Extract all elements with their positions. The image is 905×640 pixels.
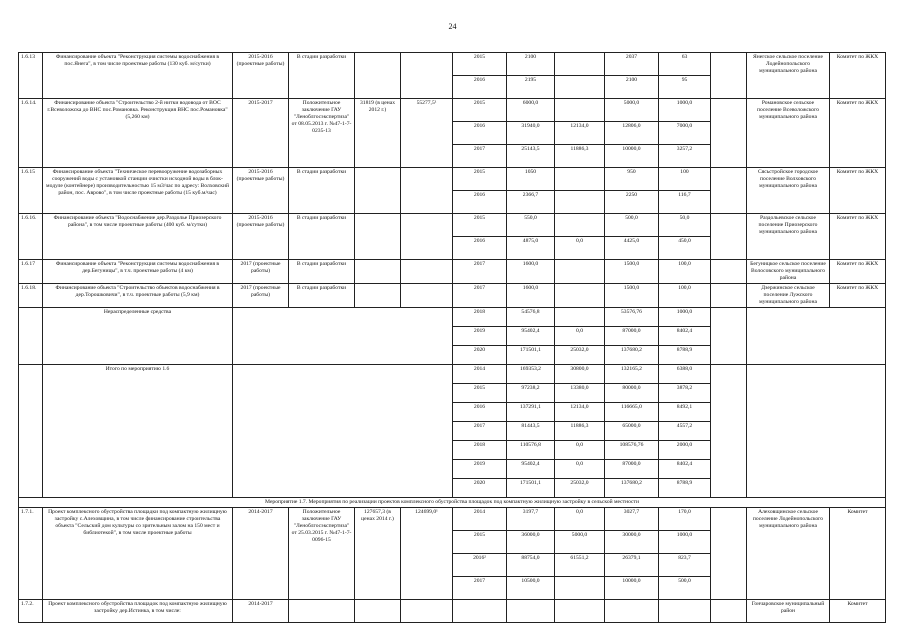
total-cell: 6000,0 bbox=[507, 99, 555, 122]
municipality-cell: Янегское сельское поселение Лодейнопольского муниципального района bbox=[747, 53, 830, 99]
spacer-cell bbox=[711, 364, 747, 497]
federal-cell: 30800,0 bbox=[555, 364, 605, 383]
regional-cell: 30000,0 bbox=[605, 530, 659, 553]
local-cell: 170,0 bbox=[659, 507, 711, 530]
table-row bbox=[19, 53, 886, 76]
period-cell: 2014-2017 bbox=[233, 599, 289, 622]
local-cell: 7000,0 bbox=[659, 122, 711, 145]
federal-cell: 11886,3 bbox=[555, 145, 605, 168]
regional-cell: 950 bbox=[605, 168, 659, 191]
local-cell: 1000,0 bbox=[659, 99, 711, 122]
year-cell: 2016² bbox=[453, 553, 507, 576]
total-cell: 31940,0 bbox=[507, 122, 555, 145]
year-cell: 2017 bbox=[453, 260, 507, 284]
table-row bbox=[19, 307, 886, 326]
local-cell: 4557,2 bbox=[659, 421, 711, 440]
responsible-cell: Комитет по ЖКХ bbox=[830, 168, 886, 214]
responsible-cell: Комитет по ЖКХ bbox=[830, 283, 886, 307]
project-name: Финансирование объекта "Реконструкция системы водоснабжения в дер.Бегуницы", в т.ч. проектные работы (4 км) bbox=[43, 260, 233, 284]
total-cell: 88754,0 bbox=[507, 553, 555, 576]
blank-cell bbox=[233, 307, 453, 364]
local-cell: 100 bbox=[659, 168, 711, 191]
total-cell: 1050 bbox=[507, 168, 555, 191]
regional-cell bbox=[605, 599, 659, 622]
federal-cell bbox=[555, 576, 605, 599]
blank-cell bbox=[747, 307, 886, 364]
period-cell: 2015-2016 (проектные работы) bbox=[233, 53, 289, 99]
federal-cell bbox=[555, 168, 605, 191]
federal-cell: 0,0 bbox=[555, 459, 605, 478]
regional-cell: 108576,76 bbox=[605, 440, 659, 459]
value-cell: 124699,0¹ bbox=[401, 507, 453, 599]
row-number: 1.6.13 bbox=[19, 53, 43, 99]
project-name: Проект комплексного обустройства площадки под компактную жилищную застройку с.Алеховщина, в том числе финансирование строительства объекта "Сельский дом культуры со зрительным залом на 150 мест и библиотекой", в том числе проектные работы bbox=[43, 507, 233, 599]
federal-cell: 12134,0 bbox=[555, 122, 605, 145]
year-cell: 2017 bbox=[453, 145, 507, 168]
row-number bbox=[19, 307, 43, 364]
responsible-cell: Комитет по ЖКХ bbox=[830, 214, 886, 260]
year-cell: 2020 bbox=[453, 478, 507, 497]
capacity-cell bbox=[355, 53, 401, 99]
table-row bbox=[19, 599, 886, 622]
federal-cell bbox=[555, 191, 605, 214]
table-row bbox=[19, 168, 886, 191]
responsible-cell: Комитет bbox=[830, 507, 886, 599]
municipality-cell: Раздольевское сельское поселение Приозерского муниципального района bbox=[747, 214, 830, 260]
total-cell: 171501,1 bbox=[507, 478, 555, 497]
responsible-cell: Комитет по ЖКХ bbox=[830, 53, 886, 99]
value-cell bbox=[401, 214, 453, 260]
year-cell: 2016 bbox=[453, 191, 507, 214]
status-cell: В стадии разработки bbox=[289, 283, 355, 307]
capacity-cell bbox=[355, 214, 401, 260]
total-cell: 54576,8 bbox=[507, 307, 555, 326]
capacity-cell bbox=[355, 168, 401, 214]
year-cell: 2015 bbox=[453, 168, 507, 191]
local-cell: 8492,1 bbox=[659, 402, 711, 421]
federal-cell: 61551,2 bbox=[555, 553, 605, 576]
spacer-cell bbox=[711, 99, 747, 168]
year-cell: 2020 bbox=[453, 345, 507, 364]
responsible-cell: Комитет по ЖКХ bbox=[830, 260, 886, 284]
spacer-cell bbox=[711, 507, 747, 599]
table-row bbox=[19, 99, 886, 122]
capacity-cell bbox=[355, 283, 401, 307]
regional-cell: 3027,7 bbox=[605, 507, 659, 530]
local-cell: 95 bbox=[659, 76, 711, 99]
spacer-cell bbox=[711, 260, 747, 284]
year-cell: 2019 bbox=[453, 459, 507, 478]
local-cell: 8788,9 bbox=[659, 478, 711, 497]
spacer-cell bbox=[711, 53, 747, 99]
total-cell bbox=[507, 599, 555, 622]
row-number: 1.6.14. bbox=[19, 99, 43, 168]
total-cell: 3197,7 bbox=[507, 507, 555, 530]
total-cell: 97238,2 bbox=[507, 383, 555, 402]
total-cell: 10500,0 bbox=[507, 576, 555, 599]
year-cell: 2016 bbox=[453, 402, 507, 421]
federal-cell bbox=[555, 307, 605, 326]
section-title: Мероприятие 1.7. Мероприятия по реализации проектов комплексного обустройства площадок под компактную жилищную застройку в сельской местности bbox=[19, 497, 886, 507]
year-cell: 2017 bbox=[453, 283, 507, 307]
municipality-cell: Сясьстройское городское поселение Волховского муниципального района bbox=[747, 168, 830, 214]
federal-cell: 25032,0 bbox=[555, 478, 605, 497]
regional-cell: 80000,0 bbox=[605, 383, 659, 402]
local-cell: 1000,0 bbox=[659, 530, 711, 553]
project-name: Финансирование объекта "Водоснабжение дер.Раздолье Приозерского района", в том числе проектные работы (400 куб. м/сутки) bbox=[43, 214, 233, 260]
value-cell bbox=[401, 53, 453, 99]
capacity-cell bbox=[355, 260, 401, 284]
regional-cell: 65000,0 bbox=[605, 421, 659, 440]
page-number: 24 bbox=[448, 22, 457, 31]
municipality-cell: Алеховщинское сельское поселение Лодейнопольского муниципального района bbox=[747, 507, 830, 599]
local-cell: 3257,2 bbox=[659, 145, 711, 168]
year-cell: 2019 bbox=[453, 326, 507, 345]
status-cell: В стадии разработки bbox=[289, 53, 355, 99]
period-cell: 2017 (проектные работы) bbox=[233, 283, 289, 307]
status-cell: Положительное заключение ГАУ "Леноблгосэкспертиза" от 08.05.2013 г. №47-1-7-0235-13 bbox=[289, 99, 355, 168]
municipality-cell: Гончаровское муниципальный район bbox=[747, 599, 830, 622]
total-cell: 95402,4 bbox=[507, 326, 555, 345]
federal-cell bbox=[555, 99, 605, 122]
regional-cell: 2100 bbox=[605, 76, 659, 99]
regional-cell: 5000,0 bbox=[605, 99, 659, 122]
year-cell: 2015 bbox=[453, 383, 507, 402]
value-cell bbox=[401, 168, 453, 214]
total-cell: 25143,5 bbox=[507, 145, 555, 168]
year-cell: 2016 bbox=[453, 122, 507, 145]
regional-cell: 4425,0 bbox=[605, 237, 659, 260]
value-cell bbox=[401, 599, 453, 622]
total-cell: 1600,0 bbox=[507, 283, 555, 307]
federal-cell bbox=[555, 283, 605, 307]
regional-cell: 12806,0 bbox=[605, 122, 659, 145]
total-cell: 2366,7 bbox=[507, 191, 555, 214]
local-cell: 8788,9 bbox=[659, 345, 711, 364]
row-number: 1.7.2. bbox=[19, 599, 43, 622]
local-cell: 50,0 bbox=[659, 214, 711, 237]
total-cell: 2100 bbox=[507, 53, 555, 76]
federal-cell bbox=[555, 214, 605, 237]
local-cell: 500,0 bbox=[659, 576, 711, 599]
local-cell: 2000,0 bbox=[659, 440, 711, 459]
project-name: Финансирование объекта "Строительство 2-й нитки водовода от ВОС г.Всеволожска до ВНС пос.Романовка. Реконструкция ВНС пос.Романовка" (5,260 км) bbox=[43, 99, 233, 168]
year-cell: 2014 bbox=[453, 364, 507, 383]
total-cell: 169353,2 bbox=[507, 364, 555, 383]
row-number: 1.6.15 bbox=[19, 168, 43, 214]
year-cell: 2015 bbox=[453, 530, 507, 553]
federal-cell bbox=[555, 53, 605, 76]
period-cell: 2014-2017 bbox=[233, 507, 289, 599]
federal-cell: 0,0 bbox=[555, 440, 605, 459]
federal-cell: 0,0 bbox=[555, 237, 605, 260]
local-cell: 1000,0 bbox=[659, 307, 711, 326]
regional-cell: 53576,76 bbox=[605, 307, 659, 326]
regional-cell: 500,0 bbox=[605, 214, 659, 237]
table-row bbox=[19, 260, 886, 284]
federal-cell bbox=[555, 599, 605, 622]
row-number: 1.6.18. bbox=[19, 283, 43, 307]
regional-cell: 10000,0 bbox=[605, 145, 659, 168]
total-cell: 171501,1 bbox=[507, 345, 555, 364]
row-number: 1.7.1. bbox=[19, 507, 43, 599]
spacer-cell bbox=[711, 307, 747, 364]
blank-cell bbox=[747, 364, 886, 497]
municipality-cell: Романовское сельское поселение Всеволожского муниципального района bbox=[747, 99, 830, 168]
local-cell: 823,7 bbox=[659, 553, 711, 576]
year-cell: 2014 bbox=[453, 507, 507, 530]
row-number: 1.6.16. bbox=[19, 214, 43, 260]
regional-cell: 1500,0 bbox=[605, 283, 659, 307]
value-cell bbox=[401, 283, 453, 307]
year-cell: 2018 bbox=[453, 307, 507, 326]
local-cell: 8402,4 bbox=[659, 459, 711, 478]
total-cell: 550,0 bbox=[507, 214, 555, 237]
regional-cell: 132165,2 bbox=[605, 364, 659, 383]
federal-cell: 12134,0 bbox=[555, 402, 605, 421]
total-label: Итого по мероприятию 1.6 bbox=[43, 364, 233, 497]
project-name: Проект комплексного обустройства площадок под компактную жилищную застройку дер.Истинка, в том числе: bbox=[43, 599, 233, 622]
spacer-cell bbox=[711, 599, 747, 622]
project-name: Финансирование объекта "Техническое перевооружение водозаборных сооружений воды с установкой станции очистки исходной воды в блок-модуле (контейнере) производительностью 15 м3/час по адресу: Волховский район, пос. Аврово", в том числе проектные работы (15 куб.м/час) bbox=[43, 168, 233, 214]
spacer-cell bbox=[711, 168, 747, 214]
total-cell: 81443,5 bbox=[507, 421, 555, 440]
regional-cell: 87000,0 bbox=[605, 459, 659, 478]
federal-cell: 11886,3 bbox=[555, 421, 605, 440]
total-cell: 2195 bbox=[507, 76, 555, 99]
federal-cell: 25032,0 bbox=[555, 345, 605, 364]
municipality-cell: Дзержинское сельское поселение Лужского муниципального района bbox=[747, 283, 830, 307]
year-cell: 2015 bbox=[453, 214, 507, 237]
spacer-cell bbox=[711, 214, 747, 260]
year-cell: 2016 bbox=[453, 237, 507, 260]
local-cell: 63 bbox=[659, 53, 711, 76]
year-cell: 2015 bbox=[453, 99, 507, 122]
local-cell: 116,7 bbox=[659, 191, 711, 214]
status-cell: Положительное заключение ГАУ "Леноблгосэкспертиза" от 25.03.2015 г. №47-1-7-0096-15 bbox=[289, 507, 355, 599]
total-cell: 4875,0 bbox=[507, 237, 555, 260]
federal-cell: 0,0 bbox=[555, 507, 605, 530]
capacity-cell bbox=[355, 599, 401, 622]
regional-cell: 137680,2 bbox=[605, 478, 659, 497]
value-cell bbox=[401, 260, 453, 284]
table-row bbox=[19, 283, 886, 307]
local-cell bbox=[659, 599, 711, 622]
section-row bbox=[19, 497, 886, 507]
status-cell: В стадии разработки bbox=[289, 168, 355, 214]
local-cell: 450,0 bbox=[659, 237, 711, 260]
municipality-cell: Бегуницкое сельское поселение Волосовского муниципального района bbox=[747, 260, 830, 284]
total-cell: 137291,1 bbox=[507, 402, 555, 421]
year-cell: 2017 bbox=[453, 421, 507, 440]
regional-cell: 2037 bbox=[605, 53, 659, 76]
period-cell: 2017 (проектные работы) bbox=[233, 260, 289, 284]
federal-cell bbox=[555, 260, 605, 284]
year-cell: 2017 bbox=[453, 576, 507, 599]
regional-cell: 26379,1 bbox=[605, 553, 659, 576]
row-number: 1.6.17 bbox=[19, 260, 43, 284]
unallocated-label: Нераспределенные средства bbox=[43, 307, 233, 364]
year-cell: 2018 bbox=[453, 440, 507, 459]
status-cell: В стадии разработки bbox=[289, 214, 355, 260]
federal-cell: 5000,0 bbox=[555, 530, 605, 553]
responsible-cell: Комитет по ЖКХ bbox=[830, 99, 886, 168]
local-cell: 100,0 bbox=[659, 283, 711, 307]
project-name: Финансирование объекта "Реконструкция системы водоснабжения в пос.Янега", в том числе проектные работы (130 куб. м/сутки) bbox=[43, 53, 233, 99]
federal-cell bbox=[555, 76, 605, 99]
blank-cell bbox=[233, 364, 453, 497]
local-cell: 100,0 bbox=[659, 260, 711, 284]
period-cell: 2015-2016 (проектные работы) bbox=[233, 214, 289, 260]
row-number bbox=[19, 364, 43, 497]
project-name: Финансирование объекта "Строительство объектов водоснабжения в дер.Торошковичи", в т.ч. проектные работы (5,9 км) bbox=[43, 283, 233, 307]
total-cell: 110576,8 bbox=[507, 440, 555, 459]
status-cell: В стадии разработки bbox=[289, 260, 355, 284]
local-cell: 6388,0 bbox=[659, 364, 711, 383]
period-cell: 2015-2016 (проектные работы) bbox=[233, 168, 289, 214]
regional-cell: 2250 bbox=[605, 191, 659, 214]
table-row bbox=[19, 364, 886, 383]
responsible-cell: Комитет bbox=[830, 599, 886, 622]
period-cell: 2015-2017 bbox=[233, 99, 289, 168]
program-table bbox=[18, 52, 886, 623]
regional-cell: 116665,0 bbox=[605, 402, 659, 421]
federal-cell: 0,0 bbox=[555, 326, 605, 345]
local-cell: 8402,4 bbox=[659, 326, 711, 345]
regional-cell: 87000,0 bbox=[605, 326, 659, 345]
spacer-cell bbox=[711, 283, 747, 307]
federal-cell: 13380,0 bbox=[555, 383, 605, 402]
total-cell: 1600,0 bbox=[507, 260, 555, 284]
value-cell: 55277,5¹ bbox=[401, 99, 453, 168]
capacity-cell: 127657,3 (в ценах 2014 г.) bbox=[355, 507, 401, 599]
capacity-cell: 31819 (в ценах 2012 г.) bbox=[355, 99, 401, 168]
year-cell: 2016 bbox=[453, 76, 507, 99]
local-cell: 3878,2 bbox=[659, 383, 711, 402]
table-row bbox=[19, 214, 886, 237]
year-cell bbox=[453, 599, 507, 622]
total-cell: 36000,0 bbox=[507, 530, 555, 553]
table-row bbox=[19, 507, 886, 530]
regional-cell: 1500,0 bbox=[605, 260, 659, 284]
total-cell: 95402,4 bbox=[507, 459, 555, 478]
status-cell bbox=[289, 599, 355, 622]
regional-cell: 10000,0 bbox=[605, 576, 659, 599]
regional-cell: 137680,2 bbox=[605, 345, 659, 364]
year-cell: 2015 bbox=[453, 53, 507, 76]
